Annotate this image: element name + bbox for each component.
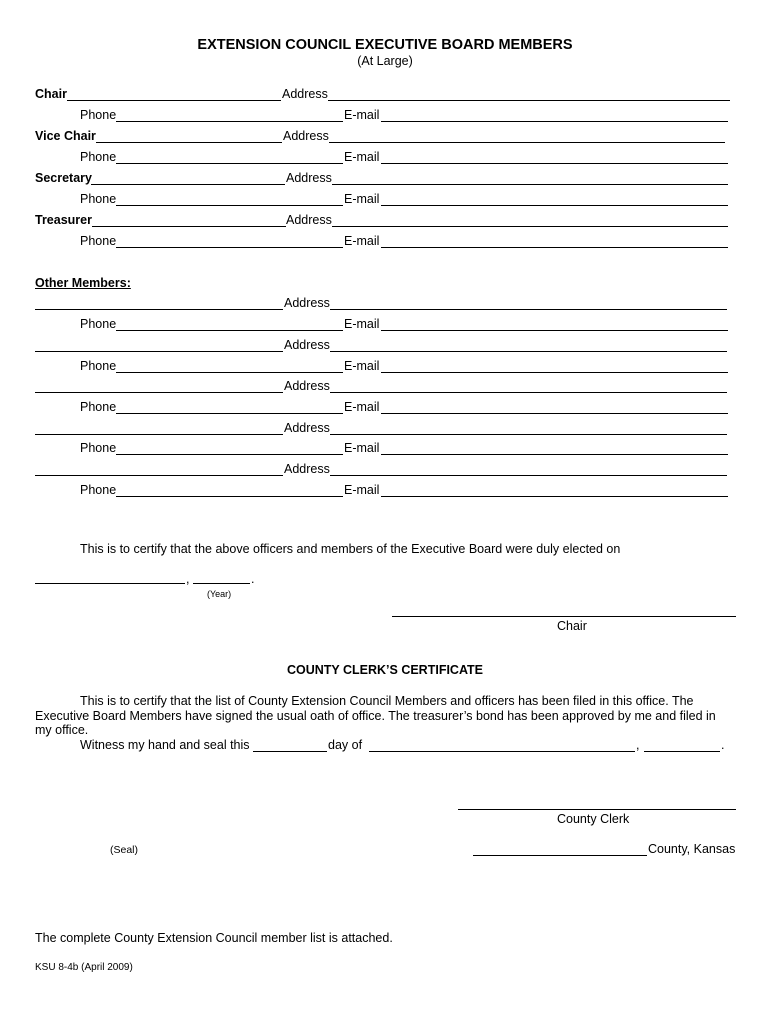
phone-label: Phone bbox=[80, 483, 117, 497]
member-name-line[interactable] bbox=[35, 434, 283, 435]
email-label: E-mail bbox=[344, 234, 380, 248]
address-label: Address bbox=[284, 296, 330, 310]
member-address-line[interactable] bbox=[330, 351, 727, 352]
address-label: Address bbox=[282, 87, 328, 101]
chair-signature-label: Chair bbox=[557, 619, 587, 633]
address-label: Address bbox=[286, 171, 332, 185]
witness-day-label: day of bbox=[328, 738, 363, 752]
member-email-line[interactable] bbox=[381, 330, 728, 331]
treasurer-address-line[interactable] bbox=[332, 226, 728, 227]
email-label: E-mail bbox=[344, 150, 380, 164]
county-kansas-label: County, Kansas bbox=[648, 842, 736, 856]
email-label: E-mail bbox=[344, 400, 380, 414]
secretary-address-line[interactable] bbox=[332, 184, 728, 185]
secretary-name-line[interactable] bbox=[91, 184, 285, 185]
member-name-line[interactable] bbox=[35, 309, 283, 310]
phone-label: Phone bbox=[80, 234, 117, 248]
secretary-email-line[interactable] bbox=[381, 205, 728, 206]
chair-address-line[interactable] bbox=[328, 100, 730, 101]
phone-label: Phone bbox=[80, 441, 117, 455]
vice-chair-label: Vice Chair bbox=[35, 129, 96, 143]
other-members-heading: Other Members: bbox=[35, 276, 131, 290]
phone-label: Phone bbox=[80, 317, 117, 331]
member-email-line[interactable] bbox=[381, 413, 728, 414]
witness-year-line[interactable] bbox=[644, 751, 720, 752]
chair-email-line[interactable] bbox=[381, 121, 728, 122]
treasurer-email-line[interactable] bbox=[381, 247, 728, 248]
address-label: Address bbox=[283, 129, 329, 143]
seal-label: (Seal) bbox=[110, 844, 139, 856]
county-name-line[interactable] bbox=[473, 855, 647, 856]
witness-day-line[interactable] bbox=[253, 751, 327, 752]
address-label: Address bbox=[284, 462, 330, 476]
election-year-line[interactable] bbox=[193, 583, 250, 584]
date-comma: , bbox=[186, 572, 190, 586]
form-title: EXTENSION COUNCIL EXECUTIVE BOARD MEMBERS bbox=[197, 37, 573, 53]
year-caption: (Year) bbox=[207, 589, 232, 599]
member-address-line[interactable] bbox=[330, 434, 727, 435]
address-label: Address bbox=[284, 338, 330, 352]
member-address-line[interactable] bbox=[330, 392, 727, 393]
county-clerk-label: County Clerk bbox=[557, 812, 630, 826]
address-label: Address bbox=[286, 213, 332, 227]
vice-chair-email-line[interactable] bbox=[381, 163, 728, 164]
member-phone-line[interactable] bbox=[116, 496, 343, 497]
member-name-line[interactable] bbox=[35, 475, 283, 476]
form-subtitle: (At Large) bbox=[357, 54, 413, 68]
phone-label: Phone bbox=[80, 150, 117, 164]
form-id: KSU 8-4b (April 2009) bbox=[35, 962, 133, 973]
vice-chair-name-line[interactable] bbox=[96, 142, 282, 143]
chair-label: Chair bbox=[35, 87, 67, 101]
address-label: Address bbox=[284, 379, 330, 393]
election-date-line[interactable] bbox=[35, 583, 185, 584]
chair-signature-line[interactable] bbox=[392, 616, 736, 617]
email-label: E-mail bbox=[344, 483, 380, 497]
phone-label: Phone bbox=[80, 400, 117, 414]
member-phone-line[interactable] bbox=[116, 372, 343, 373]
member-phone-line[interactable] bbox=[116, 454, 343, 455]
member-email-line[interactable] bbox=[381, 372, 728, 373]
vice-chair-address-line[interactable] bbox=[329, 142, 725, 143]
address-label: Address bbox=[284, 421, 330, 435]
email-label: E-mail bbox=[344, 317, 380, 331]
chair-name-line[interactable] bbox=[67, 100, 281, 101]
vice-chair-phone-line[interactable] bbox=[116, 163, 343, 164]
witness-comma: , bbox=[636, 738, 640, 752]
treasurer-phone-line[interactable] bbox=[116, 247, 343, 248]
email-label: E-mail bbox=[344, 192, 380, 206]
phone-label: Phone bbox=[80, 359, 117, 373]
witness-text: Witness my hand and seal this bbox=[80, 738, 250, 752]
clerk-certificate-paragraph: This is to certify that the list of County Extension Council Members and officers has been filed in this office. The Executive Board Members have signed the usual oath of office. The treasurer’s bond has been approved by me and filed in my office. bbox=[35, 694, 716, 737]
witness-period: . bbox=[721, 738, 725, 752]
attached-note: The complete County Extension Council member list is attached. bbox=[35, 931, 393, 945]
certify-statement: This is to certify that the above officers and members of the Executive Board were duly elected on bbox=[80, 542, 621, 556]
treasurer-name-line[interactable] bbox=[92, 226, 286, 227]
email-label: E-mail bbox=[344, 108, 380, 122]
secretary-label: Secretary bbox=[35, 171, 92, 185]
date-period: . bbox=[251, 572, 255, 586]
member-phone-line[interactable] bbox=[116, 330, 343, 331]
member-email-line[interactable] bbox=[381, 496, 728, 497]
phone-label: Phone bbox=[80, 192, 117, 206]
county-clerk-signature-line[interactable] bbox=[458, 809, 736, 810]
clerk-certificate-heading: COUNTY CLERK’S CERTIFICATE bbox=[286, 663, 484, 677]
chair-phone-line[interactable] bbox=[116, 121, 343, 122]
email-label: E-mail bbox=[344, 441, 380, 455]
secretary-phone-line[interactable] bbox=[116, 205, 343, 206]
member-email-line[interactable] bbox=[381, 454, 728, 455]
member-address-line[interactable] bbox=[330, 309, 727, 310]
member-address-line[interactable] bbox=[330, 475, 727, 476]
witness-month-line[interactable] bbox=[369, 751, 635, 752]
phone-label: Phone bbox=[80, 108, 117, 122]
member-phone-line[interactable] bbox=[116, 413, 343, 414]
member-name-line[interactable] bbox=[35, 392, 283, 393]
treasurer-label: Treasurer bbox=[35, 213, 92, 227]
member-name-line[interactable] bbox=[35, 351, 283, 352]
email-label: E-mail bbox=[344, 359, 380, 373]
